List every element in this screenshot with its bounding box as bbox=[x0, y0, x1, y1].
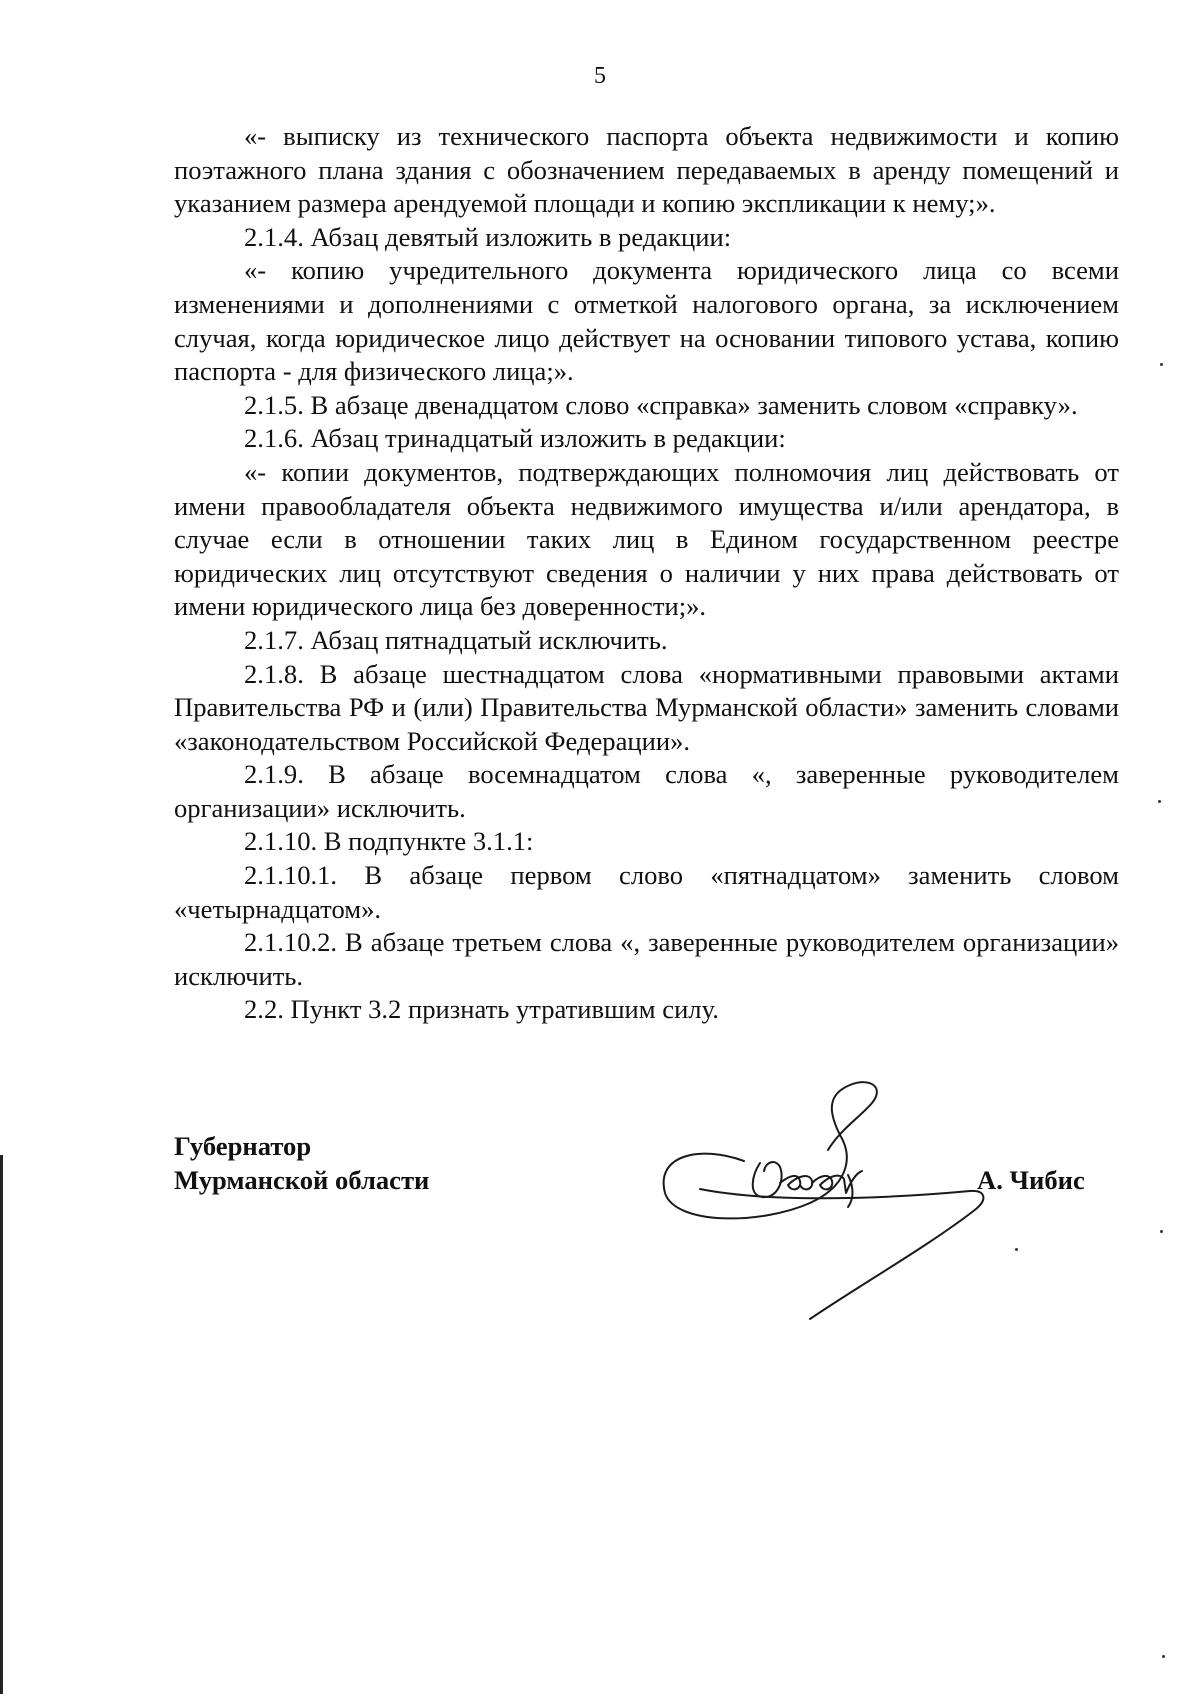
paragraph: «- выписку из технического паспорта объекта недвижимости и копию поэтажного плана здания с обозначением передаваемых в аренду помещений и указанием размера арендуемой площади и копию экспликации к нему;». bbox=[174, 121, 1119, 219]
scan-speck bbox=[1158, 800, 1161, 803]
position-title: Губернатор bbox=[174, 1131, 312, 1161]
scan-speck bbox=[1015, 1248, 1018, 1251]
signatory-position bbox=[174, 1129, 429, 1197]
paragraph: 2.1.10.1. В абзаце первом слово «пятнадцатом» заменить словом «четырнадцатом». bbox=[174, 860, 1119, 924]
position-region: Мурманской области bbox=[174, 1165, 430, 1195]
paragraph: «- копию учредительного документа юридического лица со всеми изменениями и дополнениями с отметкой налогового органа, за исключением случая, когда юридическое лицо действует на основании типового устава, копию паспорта - для физического лица;». bbox=[174, 255, 1119, 387]
document-body bbox=[174, 120, 1119, 1027]
paragraph: 2.1.8. В абзаце шестнадцатом слова «нормативными правовыми актами Правительства РФ и (или) Правительства Мурманской области» заменить словами «законодательством Российской Федерации». bbox=[174, 658, 1119, 756]
scan-speck bbox=[1160, 363, 1163, 366]
paragraph: 2.1.4. Абзац девятый изложить в редакции: bbox=[244, 221, 732, 252]
handwritten-signature bbox=[640, 1075, 1000, 1335]
scan-edge-line bbox=[0, 1155, 3, 1694]
paragraph: 2.1.10.2. В абзаце третьем слова «, заверенные руководителем организации» исключить. bbox=[174, 927, 1119, 991]
paragraph: 2.1.6. Абзац тринадцатый изложить в редакции: bbox=[244, 423, 786, 454]
signer-name: А. Чибис bbox=[977, 1165, 1085, 1195]
paragraph: 2.1.5. В абзаце двенадцатом слово «справка» заменить словом «справку». bbox=[244, 389, 1078, 420]
paragraph: 2.2. Пункт 3.2 признать утратившим силу. bbox=[244, 994, 719, 1025]
paragraph: 2.1.7. Абзац пятнадцатый исключить. bbox=[244, 624, 668, 655]
scan-speck bbox=[1160, 1230, 1163, 1233]
paragraph: «- копии документов, подтверждающих полномочия лиц действовать от имени правообладателя объекта недвижимого имущества и/или арендатора, в случае если в отношении таких лиц в Едином государственном реестре юридических лиц отсутствуют сведения о наличии у них права действовать от имени юридического лица без доверенности;». bbox=[174, 456, 1119, 622]
paragraph: 2.1.9. В абзаце восемнадцатом слова «, заверенные руководителем организации» исключить. bbox=[174, 759, 1119, 823]
paragraph: 2.1.10. В подпункте 3.1.1: bbox=[244, 826, 534, 857]
page-number: 5 bbox=[594, 63, 606, 89]
scan-speck bbox=[1162, 1655, 1165, 1658]
